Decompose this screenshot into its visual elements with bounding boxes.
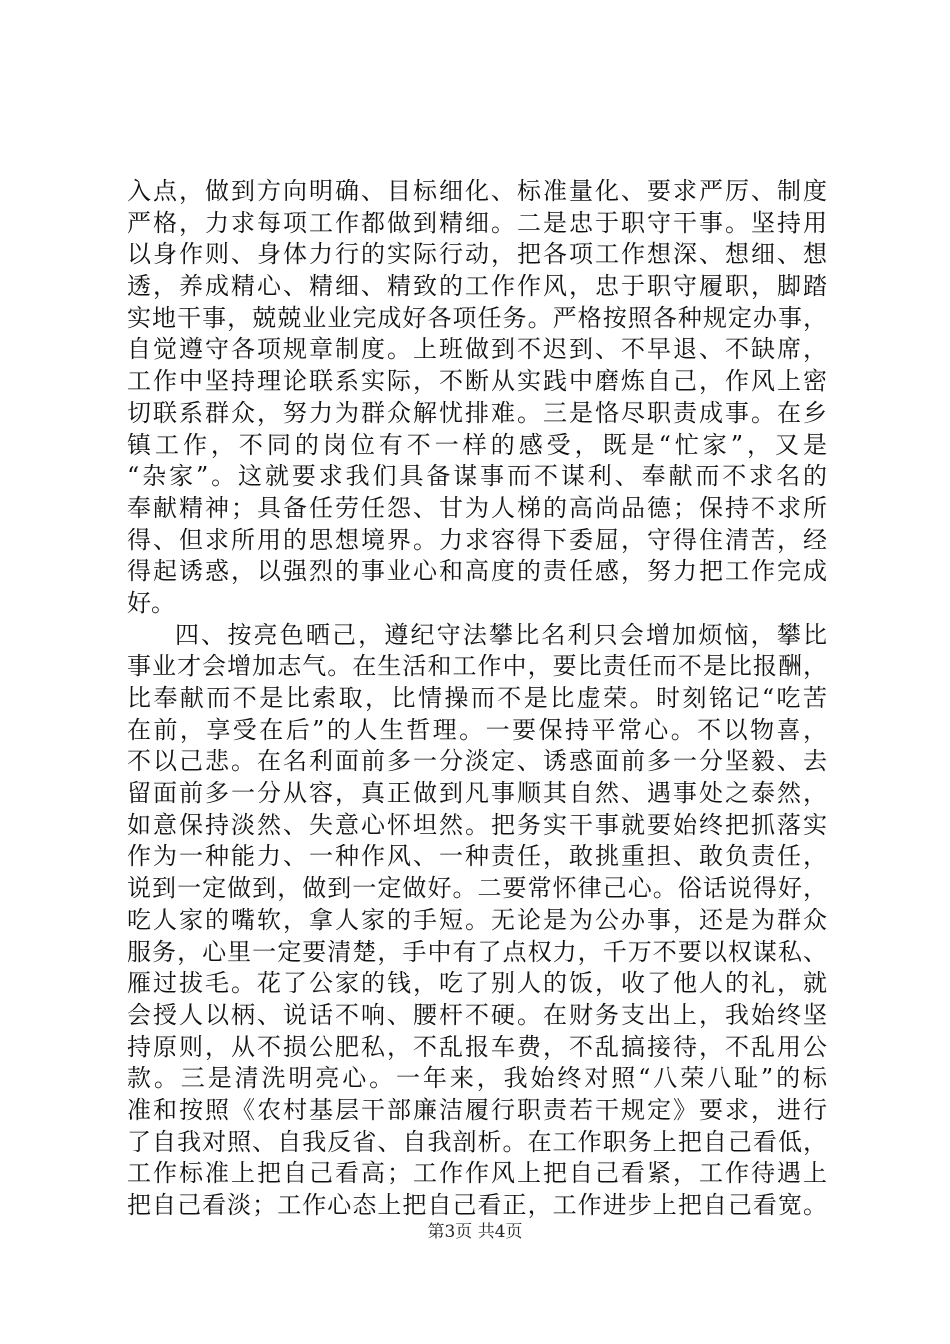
text-line: 以身作则、身体力行的实际行动，把各项工作想深、想细、想 (127, 240, 827, 269)
paragraph-1 (127, 176, 827, 620)
text-line: 实地干事，兢兢业业完成好各项任务。严格按照各种规定办事， (127, 303, 827, 332)
text-line: 把自己看淡；工作心态上把自己看正，工作进步上把自己看宽。 (127, 1191, 827, 1219)
text-line: 了自我对照、自我反省、自我剖析。在工作职务上把自己看低， (127, 1127, 827, 1156)
text-line: 切联系群众，努力为群众解忧排难。三是恪尽职责成事。在乡 (127, 398, 827, 427)
text-line: 说到一定做到，做到一定做好。二要常怀律己心。俗话说得好， (127, 874, 827, 903)
text-line: 雁过拔毛。花了公家的钱，吃了别人的饭，收了他人的礼，就 (127, 969, 827, 998)
text-line: 得起诱惑，以强烈的事业心和高度的责任感，努力把工作完成 (127, 557, 827, 586)
text-line: 工作中坚持理论联系实际，不断从实践中磨炼自己，作风上密 (127, 367, 827, 396)
text-line: “杂家”。这就要求我们具备谋事而不谋利、奉献而不求名的 (127, 462, 827, 491)
text-line: 吃人家的嘴软，拿人家的手短。无论是为公办事，还是为群众 (127, 905, 827, 934)
text-line: 严格，力求每项工作都做到精细。二是忠于职守干事。坚持用 (127, 208, 827, 237)
text-line: 奉献精神；具备任劳任怨、甘为人梯的高尚品德；保持不求所 (127, 493, 827, 522)
text-line: 事业才会增加志气。在生活和工作中，要比责任而不是比报酬， (127, 652, 827, 681)
text-line: 自觉遵守各项规章制度。上班做到不迟到、不早退、不缺席， (127, 335, 827, 364)
text-line: 留面前多一分从容，真正做到凡事顺其自然、遇事处之泰然， (127, 779, 827, 808)
page-number: 第3页 共4页 (427, 1222, 523, 1242)
text-line: 会授人以柄、说话不响、腰杆不硬。在财务支出上，我始终坚 (127, 1000, 827, 1029)
text-line: 入点，做到方向明确、目标细化、标准量化、要求严厉、制度 (127, 177, 827, 205)
text-line: 透，养成精心、精细、精致的工作作风，忠于职守履职，脚踏 (127, 272, 827, 301)
text-line: 在前，享受在后”的人生哲理。一要保持平常心。不以物喜， (127, 715, 827, 744)
text-line: 好。 (127, 588, 175, 617)
text-line: 四、按亮色晒己，遵纪守法攀比名利只会增加烦恼，攀比 (175, 620, 827, 649)
text-line: 镇工作，不同的岗位有不一样的感受，既是“忙家”，又是 (127, 430, 827, 459)
text-line: 款。三是清洗明亮心。一年来，我始终对照“八荣八耻”的标 (127, 1064, 827, 1093)
text-line: 如意保持淡然、失意心怀坦然。把务实干事就要始终把抓落实 (127, 810, 827, 839)
text-line: 作为一种能力、一种作风、一种责任，敢挑重担、敢负责任， (127, 842, 827, 871)
text-line: 比奉献而不是比索取，比情操而不是比虚荣。时刻铭记“吃苦 (127, 684, 827, 712)
paragraph-2 (127, 620, 827, 1222)
text-line: 持原则，从不损公肥私，不乱报车费，不乱搞接待，不乱用公 (127, 1032, 827, 1061)
text-line: 服务，心里一定要清楚，手中有了点权力，千万不要以权谋私、 (127, 937, 827, 966)
text-line: 准和按照《农村基层干部廉洁履行职责若干规定》要求，进行 (127, 1095, 827, 1124)
text-line: 不以己悲。在名利面前多一分淡定、诱惑面前多一分坚毅、去 (127, 747, 827, 776)
body-text (127, 176, 827, 1222)
text-line: 得、但求所用的思想境界。力求容得下委屈，守得住清苦，经 (127, 525, 827, 554)
text-line: 工作标准上把自己看高；工作作风上把自己看紧，工作待遇上 (127, 1159, 827, 1188)
